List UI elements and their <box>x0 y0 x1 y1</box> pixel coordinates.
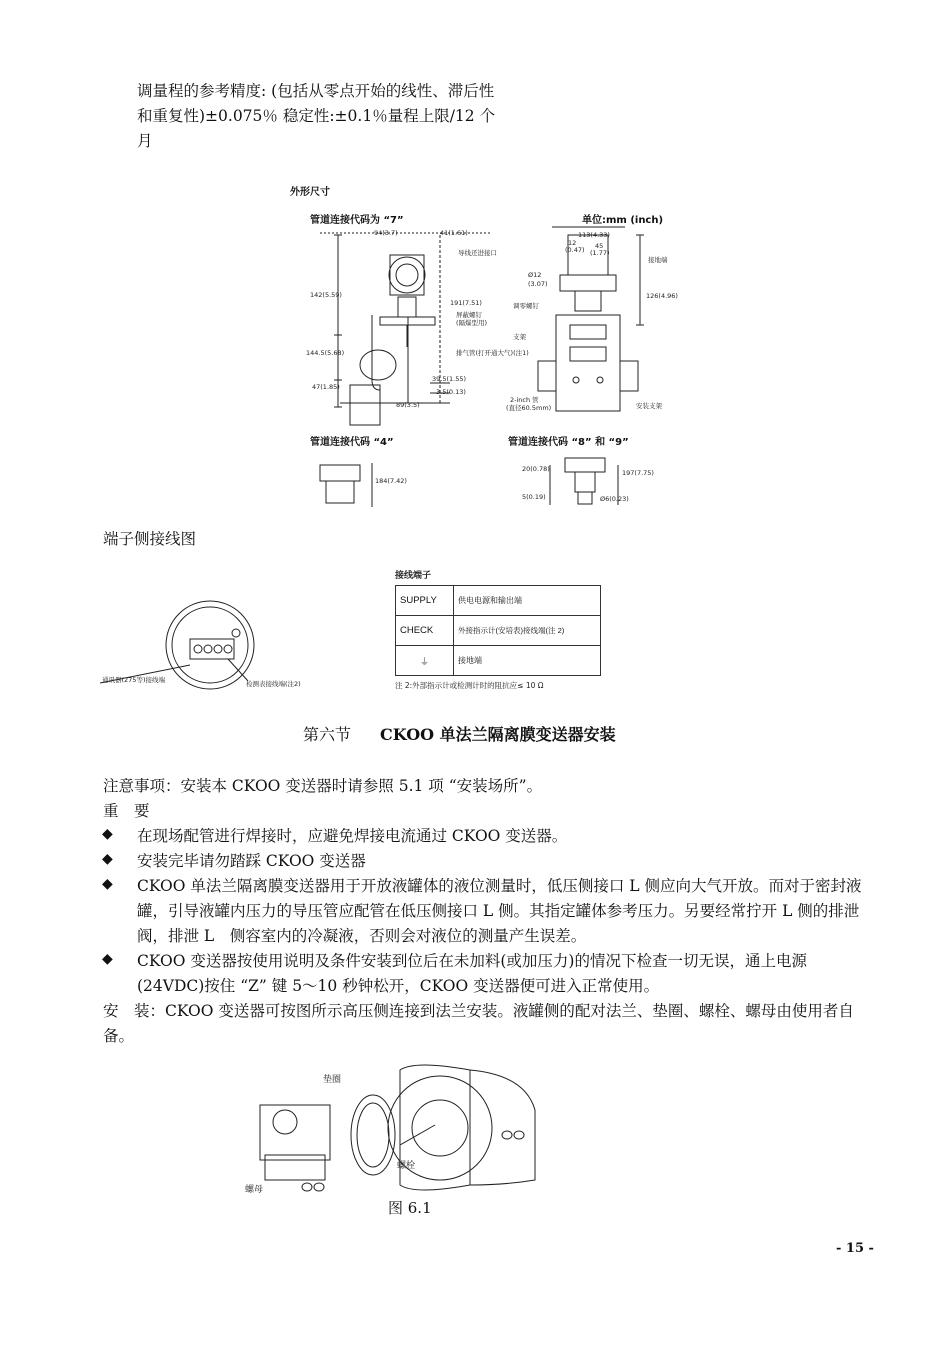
dimension-drawing <box>280 175 700 515</box>
page-number: - 15 - <box>836 1241 874 1256</box>
diamond-bullet-icon: ◆ <box>102 851 113 867</box>
table-row <box>396 646 601 676</box>
dim-144: 144.5(5.68) <box>306 349 345 357</box>
dim-41: 41(1.61) <box>440 229 468 237</box>
table-row <box>396 616 601 646</box>
dim-unit: 单位:mm (inch) <box>582 215 664 226</box>
dim-191: 191(7.51) <box>450 299 482 307</box>
row-desc: 供电电源和输出端 <box>454 586 601 616</box>
bullet-2: 安装完毕请勿踏踩 CKOO 变送器 <box>137 852 366 870</box>
wiring-heading: 端子侧接线图 <box>103 530 197 548</box>
terminal-figure <box>100 595 400 695</box>
terminal-table-block <box>395 568 610 691</box>
diamond-bullet-icon: ◆ <box>102 826 113 842</box>
row-desc: 外接指示计(安培表)接线端(注 2) <box>454 616 601 646</box>
dim-197: 197(7.75) <box>622 469 654 477</box>
callout-terminal: 接地端 <box>648 256 668 264</box>
callout-bracket: 支架 <box>513 333 526 341</box>
terminal-note: 注 2:外部指示计或检测计时的阻抗应≤ 10 Ω <box>395 681 544 690</box>
callout-drain: 排气管(打开通大气)(注1) <box>456 349 529 357</box>
dim-45: 45 <box>595 242 604 250</box>
dim-126: 126(4.96) <box>646 292 678 300</box>
terminal-left-label: 通讯器(275等)接线端 <box>102 676 165 684</box>
dim-177: (1.77) <box>590 249 610 257</box>
callout-zero2: (隔爆型用) <box>456 319 488 327</box>
dim-5: 5(0.19) <box>522 493 546 501</box>
figure-6-1 <box>245 1050 545 1200</box>
fig-nut-label: 螺母 <box>245 1185 264 1195</box>
terminal-table <box>395 585 601 676</box>
dim-35: 3.5(0.13) <box>436 388 466 396</box>
section-number: 第六节 <box>303 725 352 744</box>
intro-line-1: 调量程的参考精度: (包括从零点开始的线性、滞后性 <box>137 82 495 100</box>
callout-conduit: 导线还进接口 <box>458 249 497 257</box>
row-desc: 接地端 <box>454 646 601 676</box>
bullet-1: 在现场配管进行焊接时，应避免焊接电流通过 CKOO 变送器。 <box>137 827 568 845</box>
diamond-bullet-icon: ◆ <box>102 951 113 967</box>
table-row <box>396 586 601 616</box>
dim-6: Ø6(0.23) <box>600 495 629 503</box>
bullet-3: CKOO 单法兰隔离膜变送器用于开放液罐体的液位测量时，低压侧接口 L 侧应向大气开放。而对于密封液罐，引导液罐内压力的导压管应配管在低压侧接口 L 侧。其指定罐体参考压力。另要经常拧开 L 侧的排泄阀，排泄 L 侧容室内的冷凝液，否则会对液位的测量产生误差。 <box>137 877 862 945</box>
dim-307: (3.07) <box>528 280 548 288</box>
dim-113: 113(4.33) <box>578 231 610 239</box>
dim-047: (0.47) <box>565 246 585 254</box>
dimension-figure <box>280 175 700 515</box>
fig-bolt-label: 螺栓 <box>397 1161 416 1171</box>
figure-caption: 图 6.1 <box>388 1199 432 1217</box>
terminal-right-label: 检测表接线端(注2) <box>246 680 301 688</box>
row-name: SUPPLY <box>396 586 454 616</box>
dim-20: 20(0.78) <box>522 465 550 473</box>
callout-zero: 屏蔽螺钉 <box>456 311 482 319</box>
callout-pipe2: (直径60.5mm) <box>506 404 552 412</box>
callout-adj: 调零螺钉 <box>513 302 539 310</box>
dim-12: 12 <box>568 239 577 247</box>
callout-mount: 安装支架 <box>636 402 662 410</box>
dim-phi12: Ø12 <box>528 271 542 279</box>
dim-title: 外形尺寸 <box>290 187 330 198</box>
notice-text: 注意事项：安装本 CKOO 变送器时请参照 5.1 项 “安装场所”。 <box>103 777 543 795</box>
row-name: CHECK <box>396 616 454 646</box>
intro-line-3: 月 <box>137 132 153 150</box>
install-text: 安 装：CKOO 变送器可按图所示高压侧连接到法兰安装。液罐侧的配对法兰、垫圈、螺栓、螺母由使用者自备。 <box>103 1002 854 1045</box>
dim-395: 39.5(1.55) <box>432 375 467 383</box>
dim-184: 184(7.42) <box>375 477 407 485</box>
dim-code7: 管道连接代码为 “7” <box>310 215 404 226</box>
flange-drawing <box>245 1050 545 1200</box>
dim-89: 89(3.5) <box>396 401 420 409</box>
intro-line-2: 和重复性)±0.075％ 稳定性:±0.1％量程上限/12 个 <box>137 107 496 125</box>
dim-code89: 管道连接代码 “8” 和 “9” <box>508 437 629 448</box>
dim-47: 47(1.85) <box>312 383 340 391</box>
dim-code4: 管道连接代码 “4” <box>310 437 394 448</box>
ground-icon: ⏚ <box>396 646 454 676</box>
bullet-4: CKOO 变送器按使用说明及条件安装到位后在未加料(或加压力)的情况下检查一切无误，通上电源(24VDC)按住 “Z” 键 5～10 秒钟松开，CKOO 变送器便可进入正常使用。 <box>137 952 807 995</box>
important-label: 重 要 <box>103 802 150 820</box>
fig-gasket-label: 垫圈 <box>323 1075 342 1085</box>
section-title: CKOO 单法兰隔离膜变送器安装 <box>380 725 616 744</box>
callout-pipe: 2-inch 管 <box>510 396 539 404</box>
dim-94: 94(3.7) <box>374 229 398 237</box>
terminal-table-title: 接线端子 <box>395 571 432 581</box>
dim-142: 142(5.59) <box>310 291 342 299</box>
diamond-bullet-icon: ◆ <box>102 876 113 892</box>
